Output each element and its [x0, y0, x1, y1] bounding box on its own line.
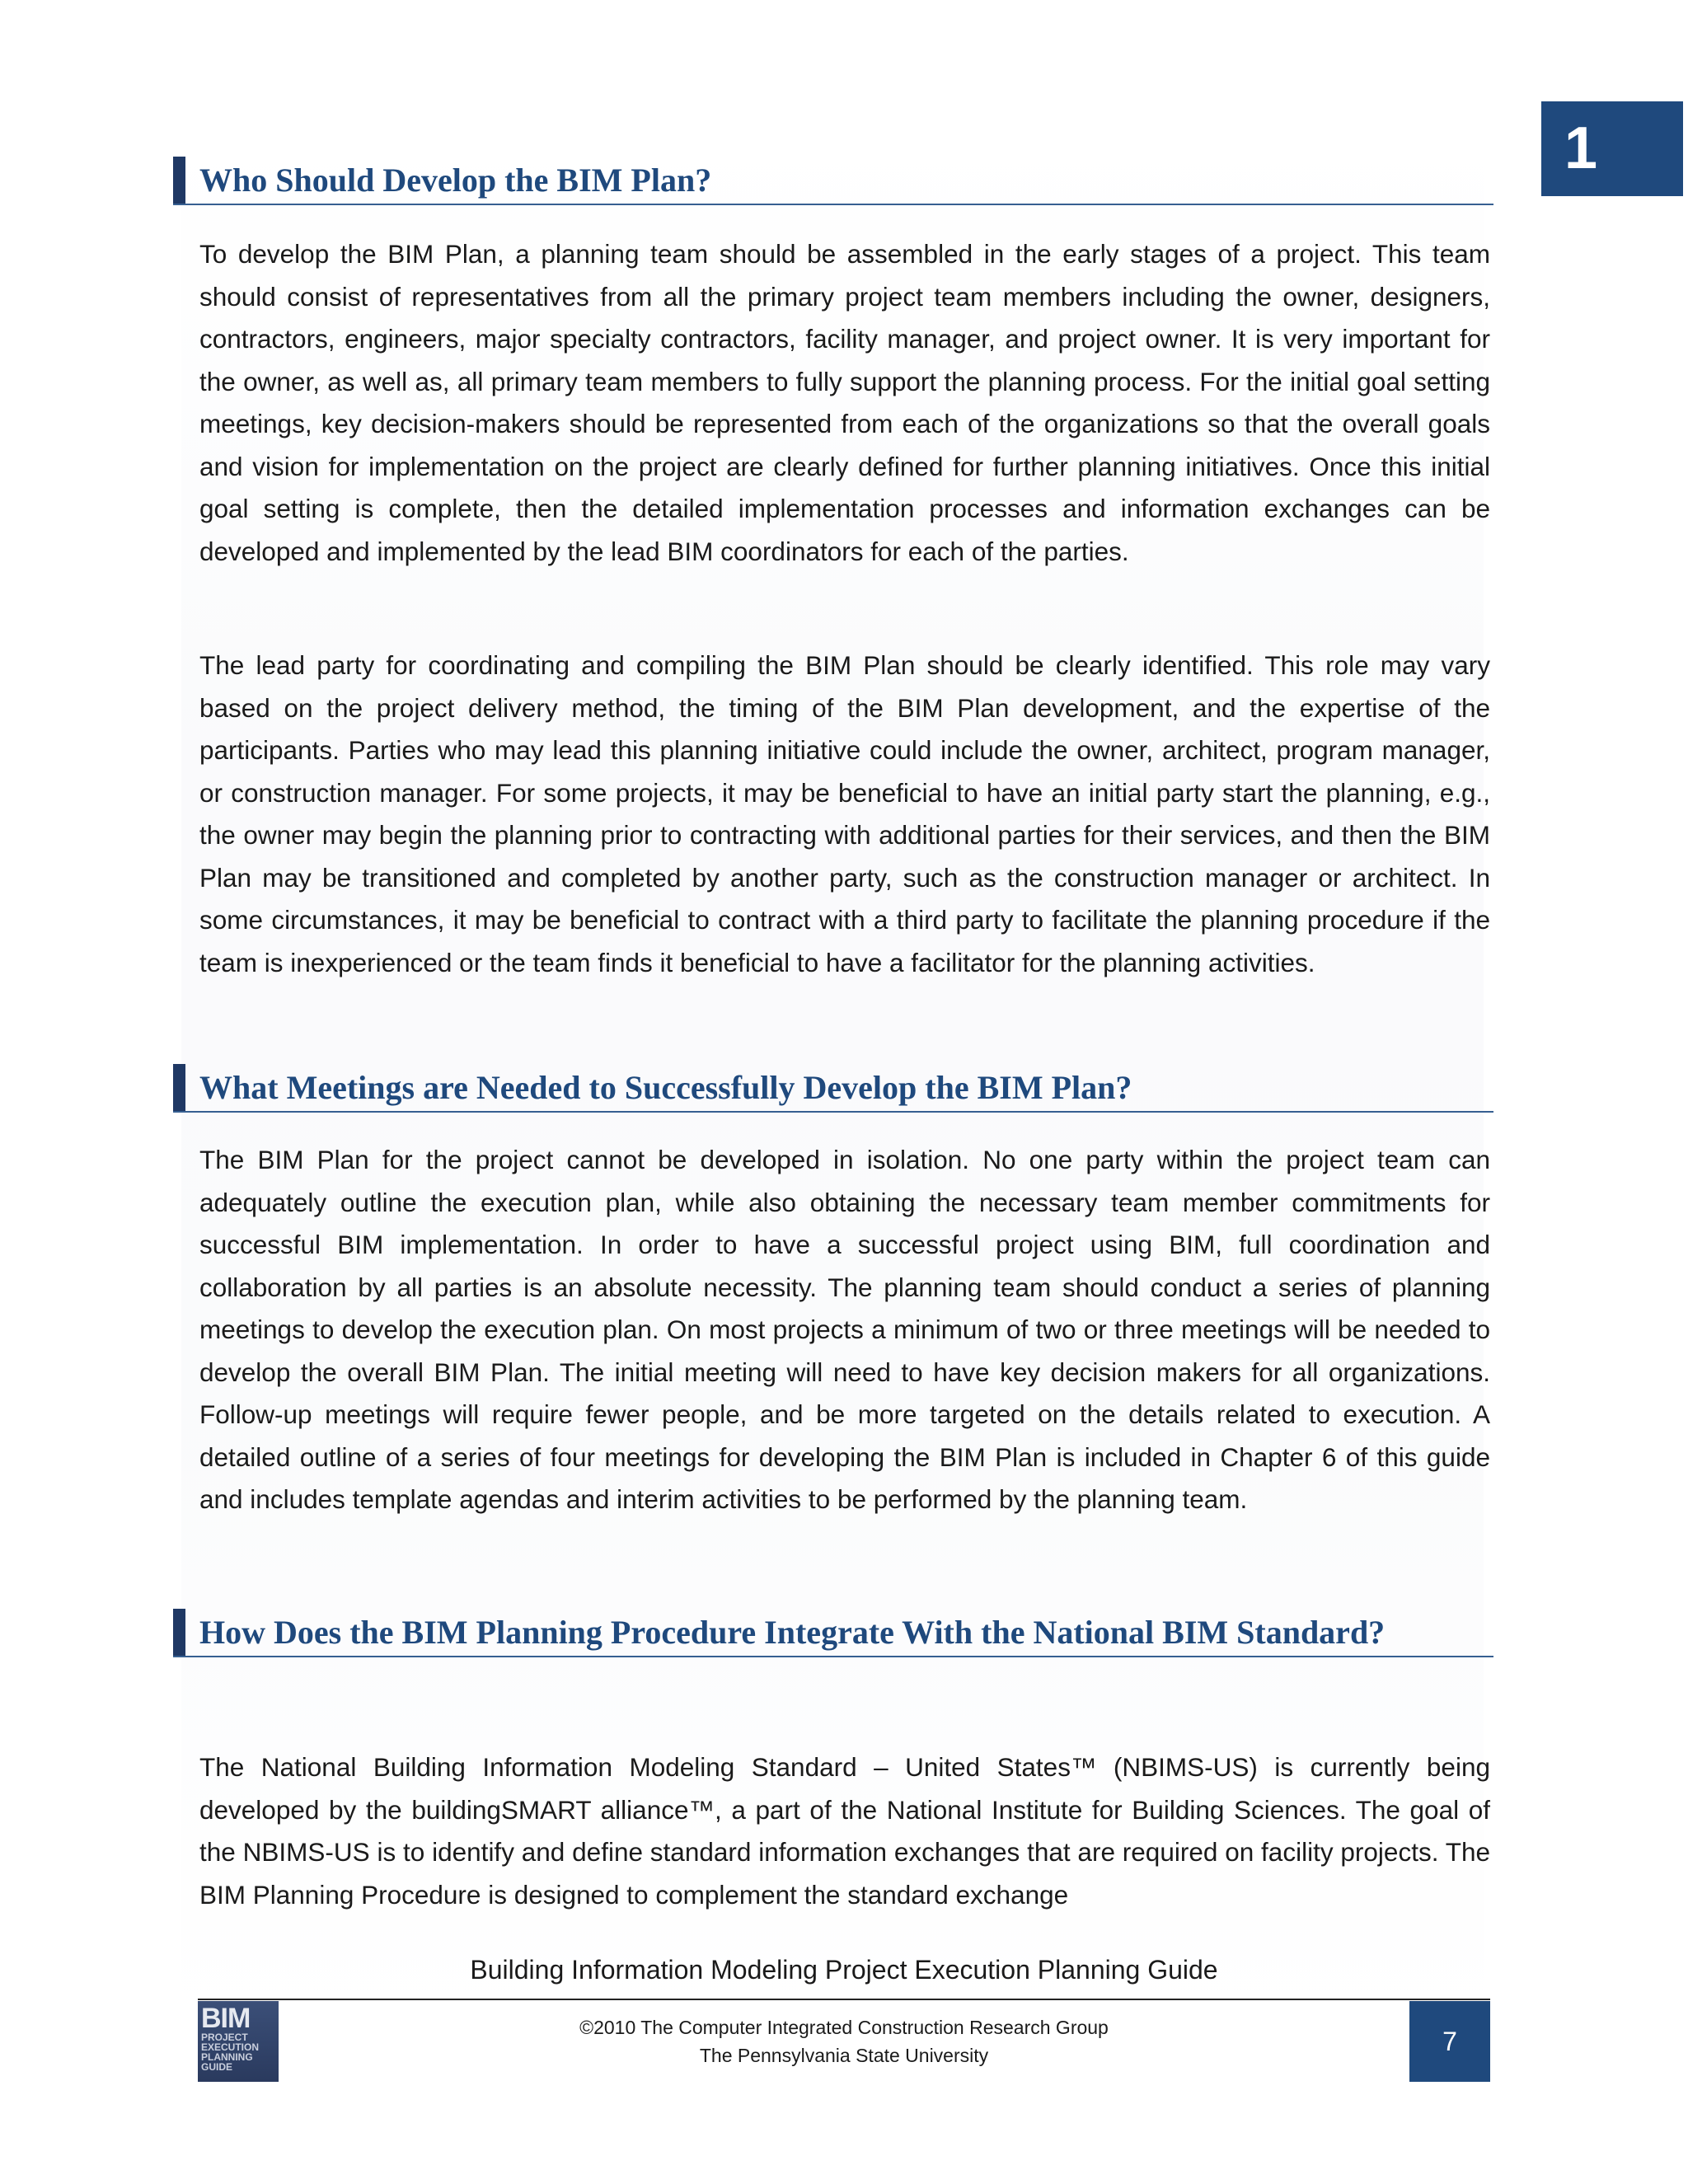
- paragraph-1: To develop the BIM Plan, a planning team should be assembled in the early stages of a project. This team should consist of representatives from all the primary project team members including the owner, designers, contractors, engineers, major specialty contractors, facility manager, and project owner. It is very important for the owner, as well as, all primary team members to fully support the planning process. For the initial goal setting meetings, key decision-makers should be represented from each of the organizations so that the overall goals and vision for implementation on the project are clearly defined for further planning initiatives. Once this initial goal setting is complete, then the detailed implementation processes and information exchanges can be developed and implemented by the lead BIM coordinators for each of the parties.: [199, 239, 1490, 566]
- paragraph-4: The National Building Information Modeling Standard – United States™ (NBIMS-US) is currently being developed by the buildingSMART alliance™, a part of the National Institute for Building Sciences. The goal of the NBIMS-US is to identify and define standard information exchanges that are required on facility projects. The BIM Planning Procedure is designed to complement the standard exchange: [199, 1752, 1490, 1910]
- paragraph-3: The BIM Plan for the project cannot be developed in isolation. No one party within the project team can adequately outline the execution plan, while also obtaining the necessary team member commitments for successful BIM implementation. In order to have a successful project using BIM, full coordination and collaboration by all parties is an absolute necessity. The planning team should conduct a series of planning meetings to develop the execution plan. On most projects a minimum of two or three meetings will be needed to develop the overall BIM Plan. The initial meeting will need to have key decision makers for all organizations. Follow-up meetings will require fewer people, and be more targeted on the details related to execution. A detailed outline of a series of four meetings for developing the BIM Plan is included in Chapter 6 of this guide and includes template agendas and interim activities to be performed by the planning team.: [199, 1145, 1490, 1514]
- heading-title: What Meetings are Needed to Successfully Develop the BIM Plan?: [199, 1069, 1132, 1106]
- footer-guide-title: Building Information Modeling Project Execution Planning Guide: [470, 1955, 1218, 1985]
- heading-title: How Does the BIM Planning Procedure Integrate With the National BIM Standard?: [199, 1614, 1386, 1651]
- section-heading-who-should-develop: [173, 157, 1493, 205]
- section-heading-national-bim-standard: [173, 1609, 1493, 1657]
- heading-accent-bar: [173, 157, 185, 204]
- copyright-line: ©2010 The Computer Integrated Construction Research Group: [579, 2017, 1109, 2038]
- section-heading-meetings: [173, 1064, 1493, 1113]
- footer-divider: [198, 1999, 1490, 2000]
- logo-text: BIM: [201, 2003, 251, 2034]
- logo-line: GUIDE: [201, 2061, 233, 2073]
- logo-line: PLANNING: [201, 2051, 253, 2063]
- logo-line: PROJECT: [201, 2032, 248, 2043]
- heading-title: Who Should Develop the BIM Plan?: [199, 162, 712, 199]
- heading-accent-bar: [173, 1609, 185, 1656]
- paragraph-2: The lead party for coordinating and compiling the BIM Plan should be clearly identified. This role may vary based on the project delivery method, the timing of the BIM Plan development, and the expertise of the participants. Parties who may lead this planning initiative could include the owner, architect, program manager, or construction manager. For some projects, it may be beneficial to have an initial party start the planning, e.g., the owner may begin the planning prior to contracting with additional parties for their services, and then the BIM Plan may be transitioned and completed by another party, such as the construction manager or architect. In some circumstances, it may be beneficial to contract with a third party to facilitate the planning procedure if the team is inexperienced or the team finds it beneficial to have a facilitator for the planning activities.: [199, 650, 1490, 977]
- page-number: 7: [1409, 2001, 1490, 2082]
- chapter-tab: 1: [1541, 101, 1683, 196]
- copyright-line: The Pennsylvania State University: [699, 2045, 989, 2066]
- heading-accent-bar: [173, 1064, 185, 1111]
- logo-line: EXECUTION: [201, 2041, 260, 2053]
